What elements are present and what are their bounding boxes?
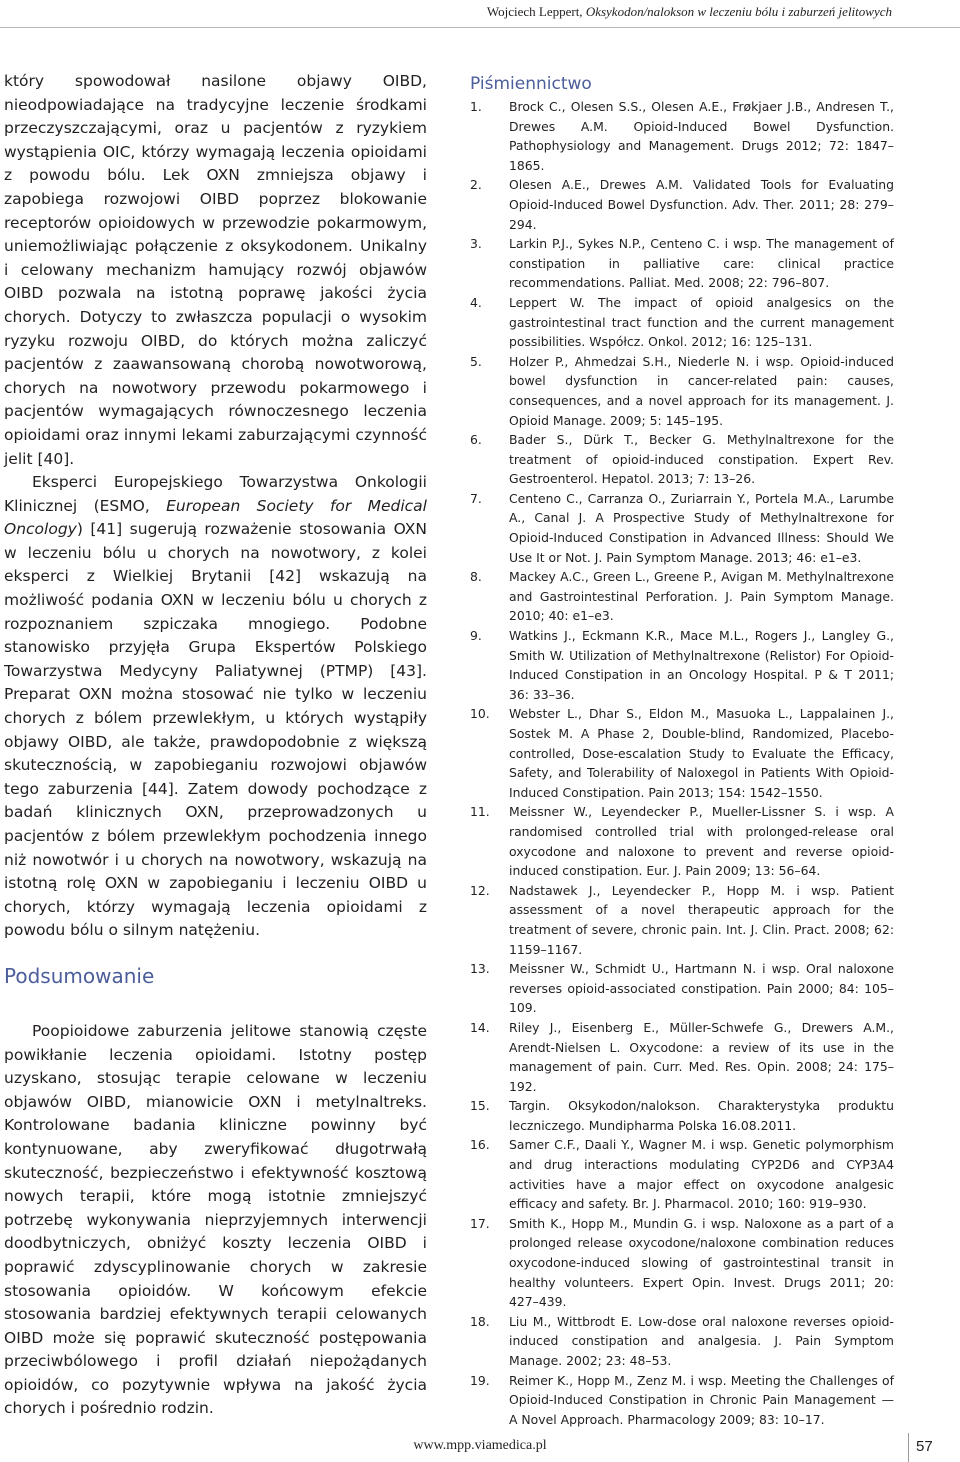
reference-number: 4. <box>470 294 482 310</box>
reference-number: 1. <box>470 99 482 114</box>
reference-item <box>470 293 894 352</box>
reference-text: Leppert W. The impact of opioid analgesics on the gastrointestinal tract function and the current management possibilities. Współcz. Onkol. 2012; 16: 125–131. <box>509 294 894 350</box>
body-paragraph <box>4 471 427 943</box>
reference-text: Larkin P.J., Sykes N.P., Centeno C. i wsp. The management of constipation in palliative care: clinical practice recommendations. Palliat. Med. 2008; 22: 796–807. <box>509 236 894 291</box>
reference-text: Webster L., Dhar S., Eldon M., Masuoka L., Lappalainen J., Sostek M. A Phase 2, Double-blind, Randomized, Placebo-controlled, Dose-escalation Study to Evaluate the Efficacy, Safety, and Tolerability of Naloxegol in Patients With Opioid-Induced Constipation. Pain 2013; 154: 1542–1550. <box>509 706 894 800</box>
page-number: 57 <box>916 1438 933 1455</box>
reference-item <box>470 97 894 175</box>
reference-item <box>470 626 894 704</box>
reference-number: 15. <box>470 1098 490 1114</box>
reference-number: 6. <box>470 432 482 448</box>
running-head <box>0 0 960 24</box>
reference-text: Meissner W., Schmidt U., Hartmann N. i wsp. Oral naloxone reverses opioid-associated constipation. Pain 2000; 84: 105–109. <box>509 961 894 1016</box>
reference-text: Riley J., Eisenberg E., Müller-Schwefe G., Drewers A.M., Arendt-Nielsen L. Oxycodone: a review of its use in the management of pain. Curr. Med. Res. Opin. 2008; 24: 175–192. <box>509 1019 894 1094</box>
running-head-title: Oksykodon/nalokson w leczeniu bólu i zaburzeń jelitowych <box>585 4 892 19</box>
reference-item <box>470 352 894 430</box>
reference-text: Centeno C., Carranza O., Zuriarrain Y., Portela M.A., Larumbe A., Canal J. A Prospective Study of Methylnaltrexone for Opioid-Induced Constipation in Advanced Illness: Should We Use It or Not. J. Pain Symptom Manage. 2013; 46: e1–e3. <box>509 490 894 565</box>
reference-text: Brock C., Olesen S.S., Olesen A.E., Frøkjaer J.B., Andresen T., Drewes A.M. Opioid-Induced Bowel Dysfunction. Pathophysiology and Management. Drugs 2012; 72: 1847–1865. <box>509 99 894 173</box>
reference-item <box>470 430 894 489</box>
section-heading: Podsumowanie <box>4 963 155 988</box>
reference-number: 3. <box>470 236 482 252</box>
reference-item <box>470 802 894 880</box>
reference-text: Olesen A.E., Drewes A.M. Validated Tools for Evaluating Opioid-Induced Bowel Dysfunction. Adv. Ther. 2011; 28: 279–294. <box>509 177 894 232</box>
page-number-divider <box>908 1433 909 1462</box>
reference-item <box>470 567 894 626</box>
reference-item <box>470 1371 894 1430</box>
reference-number: 16. <box>470 1137 490 1153</box>
reference-item <box>470 1096 894 1135</box>
footer-url: www.mpp.viamedica.pl <box>413 1438 547 1453</box>
reference-text: Mackey A.C., Green L., Greene P., Avigan M. Methylnaltrexone and Gastrointestinal Perforation. J. Pain Symptom Manage. 2010; 40: e1–e3. <box>509 569 894 624</box>
reference-number: 19. <box>470 1372 490 1388</box>
reference-number: 14. <box>470 1019 490 1035</box>
reference-text: Meissner W., Leyendecker P., Mueller-Lissner S. i wsp. A randomised controlled trial with prolonged-release oral oxycodone and naloxone to prevent and reverse opioid-induced constipation. Eur. J. Pain 2009; 13: 56–64. <box>509 804 894 879</box>
reference-number: 12. <box>470 882 490 898</box>
reference-item <box>470 1214 894 1312</box>
references-title: Piśmiennictwo <box>470 74 592 94</box>
reference-item <box>470 234 894 293</box>
body-paragraph: Poopioidowe zaburzenia jelitowe stanowią częste powikłanie leczenia opioidami. Istotny postęp uzyskano, stosując terapie celowane w leczeniu objawów OIBD, mianowicie OXN i metylnaltreks. Kontrolowane badania kliniczne powinny być kontynuowane, aby zweryfikować długotrwałą skuteczność, bezpieczeństwo i efektywność kosztową nowych terapii, które mogą istotnie zmniejszyć potrzebę wykonywania nieprzyjemnych interwencji doodbytniczych, obniżyć koszty leczenia OIBD i poprawić zdyscyplinowanie chorych w zakresie stosowania opioidów. W końcowym efekcie stosowania bardziej efektywnych terapii celowanych OIBD może się poprawić skuteczność postępowania przeciwbólowego i profil działań niepożądanych opioidów, co pozytywnie wpływa na jakość życia chorych i pośrednio rodzin. <box>4 1021 427 1418</box>
reference-text: Smith K., Hopp M., Mundin G. i wsp. Naloxone as a part of a prolonged release oxycodone/naloxone combination reduces oxycodone-induced slowing of gastrointestinal transit in healthy volunteers. Expert Opin. Invest. Drugs 2011; 20: 427–439. <box>509 1215 894 1310</box>
body-text: ) [41] sugerują rozważenie stosowania OXN w leczeniu bólu u chorych na nowotwory, z kolei eksperci z Wielkiej Brytanii [42] wskazują na możliwość podania OXN w leczeniu bólu u chorych z rozpoznaniem szpiczaka mnogiego. Podobne stanowisko przyjęła Grupa Ekspertów Polskiego Towarzystwa Medycyny Paliatywnej (PTMP) [43]. Preparat OXN można stosować nie tylko w leczeniu chorych z bólem przewlekłym, u których wystąpiły objawy OIBD, ale także, prawdopodobnie z większą skutecznością, w zapobieganiu rozwojowi objawów tego zaburzenia [44]. Zatem dowody pochodzące z badań klinicznych OXN, przeprowadzonych u pacjentów z bólem przewlekłym pochodzenia innego niż nowotwór i u chorych na nowotwory, wskazują na istotną rolę OXN w zapobieganiu i leczeniu OIBD u chorych, którzy wymagają leczenia opioidami z powodu bólu o silnym natężeniu. <box>4 520 427 940</box>
body-text: Eksperci Europejskiego Towarzystwa Onkologii Klinicznej (ESMO, <box>4 473 427 515</box>
reference-item <box>470 1312 894 1371</box>
reference-number: 13. <box>470 961 490 977</box>
main-text-column <box>4 70 427 1421</box>
reference-number: 2. <box>470 177 482 193</box>
reference-item <box>470 1135 894 1213</box>
reference-number: 11. <box>470 804 490 820</box>
reference-text: Reimer K., Hopp M., Zenz M. i wsp. Meeting the Challenges of Opioid-Induced Constipation in Chronic Pain Management — A Novel Approach. Pharmacology 2009; 83: 10–17. <box>509 1372 894 1427</box>
reference-number: 18. <box>470 1313 490 1329</box>
reference-text: Watkins J., Eckmann K.R., Mace M.L., Rogers J., Langley G., Smith W. Utilization of Methylnaltrexone (Relistor) For Opioid-Induced Constipation in an Oncology Hospital. P & T 2011; 36: 33–36. <box>509 628 894 702</box>
reference-item <box>470 704 894 802</box>
reference-number: 7. <box>470 490 482 506</box>
reference-text: Bader S., Dürk T., Becker G. Methylnaltrexone for the treatment of opioid-induced constipation. Expert Rev. Gestroenterol. Hepatol. 2013; 7: 13–26. <box>509 432 894 487</box>
reference-text: Samer C.F., Daali Y., Wagner M. i wsp. Genetic polymorphism and drug interactions modulating CYP2D6 and CYP3A4 activities have a major effect on oxycodone analgesic efficacy and safety. Br. J. Pharmacol. 2010; 160: 919–930. <box>509 1137 894 1212</box>
reference-text: Targin. Oksykodon/nalokson. Charakterystyka produktu leczniczego. Mundipharma Polska 16.08.2011. <box>509 1098 894 1133</box>
reference-item <box>470 959 894 1018</box>
reference-number: 17. <box>470 1215 490 1231</box>
reference-item <box>470 489 894 567</box>
reference-number: 8. <box>470 569 482 585</box>
reference-number: 5. <box>470 353 482 369</box>
reference-number: 10. <box>470 706 490 722</box>
body-text-italic: European Society for Medical Oncology <box>4 496 427 539</box>
references-column <box>470 74 894 1429</box>
reference-item <box>470 1018 894 1096</box>
reference-number: 9. <box>470 628 482 644</box>
reference-text: Holzer P., Ahmedzai S.H., Niederle N. i wsp. Opioid-induced bowel dysfunction in cancer-related pain: causes, consequences, and a novel approach for its management. J. Opioid Manage. 2009; 5: 145–195. <box>509 353 894 428</box>
header-divider <box>0 27 960 28</box>
reference-text: Nadstawek J., Leyendecker P., Hopp M. i wsp. Patient assessment of a novel therapeutic approach for the treatment of severe, chronic pain. Int. J. Clin. Pract. 2008; 62: 1159–1167. <box>509 882 894 957</box>
reference-item <box>470 175 894 234</box>
reference-list <box>470 97 894 1429</box>
reference-item <box>470 881 894 959</box>
running-head-authors: Wojciech Leppert, <box>486 4 583 19</box>
body-paragraph: który spowodował nasilone objawy OIBD, nieodpowiadające na tradycyjne leczenie środkami przeczyszczającymi, oraz u pacjentów z ryzykiem wystąpienia OIC, którzy wymagają leczenia opioidami z powodu bólu. Lek OXN zmniejsza objawy i zapobiega rozwojowi OIBD poprzez blokowanie receptorów opioidowych w przewodzie pokarmowym, uniemożliwiając połączenie z oksykodonem. Unikalny i celowany mechanizm hamujący rozwój objawów OIBD pozwala na istotną poprawę jakości życia chorych. Dotyczy to zwłaszcza populacji o wysokim ryzyku rozwoju OIBD, do których można zaliczyć pacjentów z zaawansowaną chorobą nowotworową, chorych na nowotwory przewodu pokarmowego i pacjentów wymagających równoczesnego leczenia opioidami oraz innymi lekami zaburzającymi czynność jelit [40]. <box>4 72 427 468</box>
reference-text: Liu M., Wittbrodt E. Low-dose oral naloxone reverses opioid-induced constipation and analgesia. J. Pain Symptom Manage. 2002; 23: 48–53. <box>509 1313 894 1368</box>
